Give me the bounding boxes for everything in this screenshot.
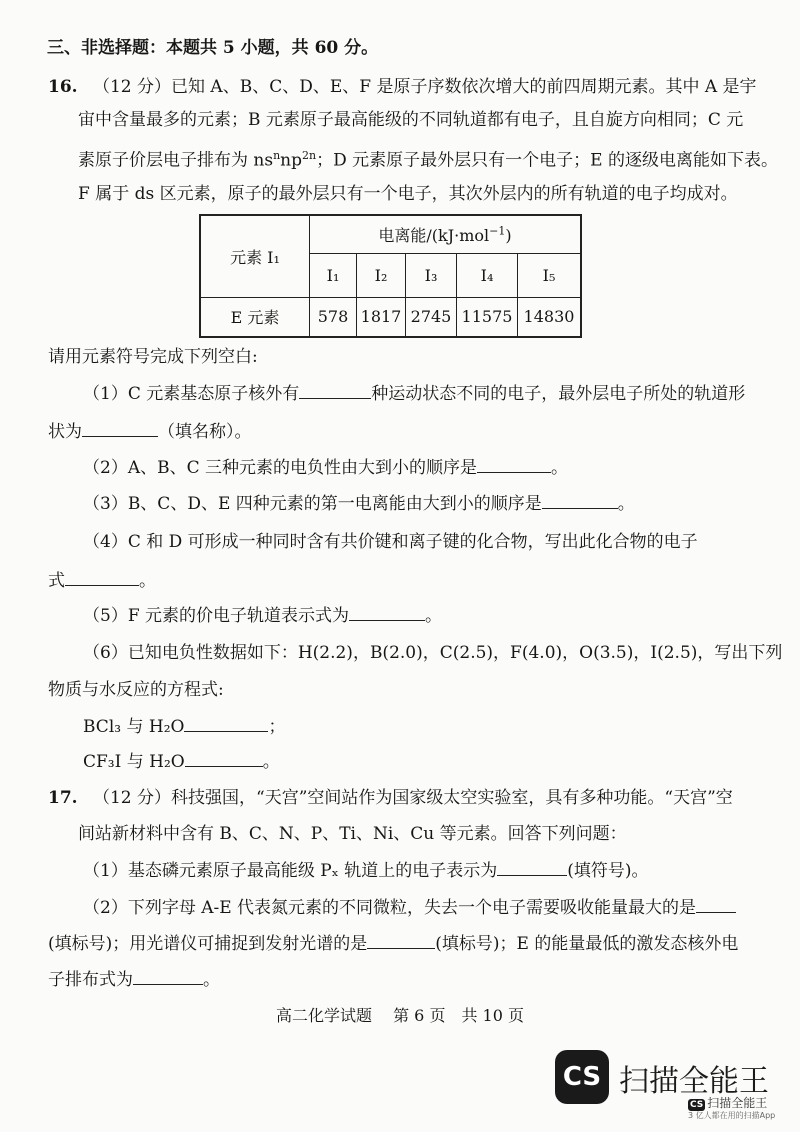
watermark-title: 扫描全能王: [619, 1064, 769, 1099]
q16-p6-cf3i: CF₃I 与 H₂O 。: [83, 752, 280, 772]
q17-p2-line1: （2）下列字母 A-E 代表氮元素的不同微粒，失去一个电子需要吸收能量最大的是: [83, 896, 736, 920]
col-i1: I₁: [310, 253, 357, 297]
answer-blank-17-2b[interactable]: [367, 934, 435, 949]
cell-i3: 2745: [406, 297, 457, 337]
col-i5: I₅: [518, 253, 582, 297]
q16-p4-line1: （4）C 和 D 可形成一种同时含有共价键和离子键的化合物，写出此化合物的电子: [83, 532, 698, 552]
answer-blank-1a[interactable]: [299, 384, 371, 399]
q16-intro3b: np: [280, 150, 303, 171]
answer-blank-2[interactable]: [477, 458, 551, 473]
q16-number: 16.: [48, 77, 78, 97]
answer-blank-3[interactable]: [542, 494, 618, 509]
col-i3: I₃: [406, 253, 457, 297]
answer-blank-6a[interactable]: [184, 717, 268, 732]
q16-intro3c: ；D 元素原子最外层只有一个电子；E 的逐级电离能如下表。: [316, 150, 778, 171]
page-footer: 高二化学试题 第 6 页 共 10 页: [276, 1006, 524, 1025]
watermark-tagline: 3 亿人都在用的扫描App: [688, 1111, 776, 1120]
q16-p6-line2: 物质与水反应的方程式:: [48, 680, 224, 700]
answer-blank-17-2a[interactable]: [696, 898, 736, 913]
answer-blank-17-2c[interactable]: [133, 970, 203, 985]
q16-p2: （2）A、B、C 三种元素的电负性由大到小的顺序是 。: [83, 458, 568, 478]
q16-p4-line2: 式 。: [48, 571, 156, 591]
q17-number: 17.: [48, 788, 78, 808]
q16-line1: [48, 75, 757, 99]
camscanner-logo-icon: CS: [555, 1050, 609, 1104]
cell-i5: 14830: [518, 297, 582, 337]
q17-intro1: 科技强国，“天宫”空间站作为国家级太空实验室，具有多种功能。“天宫”空: [171, 788, 733, 808]
q16-p1-line2: 状为 （填名称）。: [48, 422, 252, 442]
q16-intro3a: 素原子价层电子排布为 ns: [78, 150, 274, 171]
cell-i4: 11575: [457, 297, 518, 337]
q16-p6-bcl3: BCl₃ 与 H₂O ；: [83, 717, 286, 737]
answer-blank-4[interactable]: [65, 571, 139, 586]
section-title: 三、非选择题：本题共 5 小题，共 60 分。: [47, 38, 379, 58]
q16-instruction: 请用元素符号完成下列空白:: [48, 347, 258, 367]
q17-p2-line3: 子排布式为 。: [48, 970, 220, 990]
q17-p2-line2: (填标号)；用光谱仪可捕捉到发射光谱的是 (填标号)；E 的能量最低的激发态核外电: [48, 934, 739, 954]
col-i2: I₂: [357, 253, 406, 297]
q16-sup-2n: 2n: [302, 149, 317, 162]
q17-score: （12 分）: [92, 788, 172, 808]
answer-blank-5[interactable]: [349, 606, 425, 621]
q16-sup-n: n: [273, 149, 281, 162]
watermark-small: CS 扫描全能王: [690, 1096, 768, 1110]
ionization-energy-table: [199, 214, 582, 338]
table-corner: 元素 I₁: [200, 215, 310, 297]
q16-line3: [78, 144, 778, 173]
row-label: E 元素: [200, 297, 310, 337]
q16-p3: （3）B、C、D、E 四种元素的第一电离能由大到小的顺序是 。: [83, 494, 635, 514]
q17-line1: [48, 786, 733, 810]
cell-i2: 1817: [357, 297, 406, 337]
q16-intro4: F 属于 ds 区元素，原子的最外层只有一个电子，其次外层内的所有轨道的电子均成对。: [78, 184, 738, 204]
q16-intro2: 宙中含量最多的元素；B 元素原子最高能级的不同轨道都有电子，且自旋方向相同；C 元: [78, 110, 744, 130]
answer-blank-17-1[interactable]: [497, 861, 567, 876]
q16-p1-line1: （1）C 元素基态原子核外有 种运动状态不同的电子，最外层电子所处的轨道形: [83, 384, 746, 404]
q16-p5: （5）F 元素的价电子轨道表示式为 。: [83, 606, 443, 626]
q17-intro2: 间站新材料中含有 B、C、N、P、Ti、Ni、Cu 等元素。回答下列问题：: [78, 824, 627, 844]
q16-score: （12 分）: [92, 77, 172, 97]
table-header: 电离能/(kJ·mol$^{-1}$): [310, 215, 582, 253]
answer-blank-6b[interactable]: [185, 752, 263, 767]
answer-blank-1b[interactable]: [82, 422, 158, 437]
q16-intro1: 已知 A、B、C、D、E、F 是原子序数依次增大的前四周期元素。其中 A 是宇: [171, 77, 757, 97]
col-i4: I₄: [457, 253, 518, 297]
q17-p1: （1）基态磷元素原子最高能级 Pₓ 轨道上的电子表示为 (填符号)。: [83, 861, 649, 881]
q16-p6-line1: （6）已知电负性数据如下：H(2.2)，B(2.0)，C(2.5)，F(4.0)，O(3.5)，I(2.5)，写出下列: [83, 643, 783, 663]
cell-i1: 578: [310, 297, 357, 337]
scanner-watermark: [555, 1050, 795, 1120]
